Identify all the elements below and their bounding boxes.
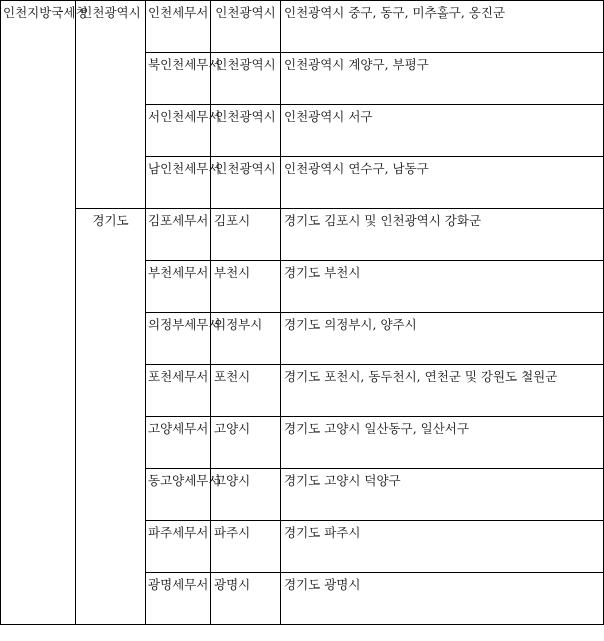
table-row — [1, 209, 604, 261]
tax-office-cell: 고양세무서 — [146, 417, 211, 469]
tax-office-cell: 동고양세무서 — [146, 469, 211, 521]
city-cell: 광명시 — [211, 573, 281, 625]
region-cell: 인천광역시 — [76, 1, 146, 209]
city-cell: 의정부시 — [211, 313, 281, 365]
city-cell: 인천광역시 — [211, 105, 281, 157]
city-cell: 인천광역시 — [211, 53, 281, 105]
jurisdiction-cell: 경기도 포천시, 동두천시, 연천군 및 강원도 철원군 — [281, 365, 604, 417]
tax-office-cell: 파주세무서 — [146, 521, 211, 573]
city-cell: 포천시 — [211, 365, 281, 417]
jurisdiction-cell: 경기도 광명시 — [281, 573, 604, 625]
city-cell: 김포시 — [211, 209, 281, 261]
tax-office-cell: 의정부세무서 — [146, 313, 211, 365]
jurisdiction-cell: 인천광역시 중구, 동구, 미추홀구, 옹진군 — [281, 1, 604, 53]
tax-office-cell: 광명세무서 — [146, 573, 211, 625]
jurisdiction-cell: 경기도 파주시 — [281, 521, 604, 573]
tax-office-cell: 남인천세무서 — [146, 157, 211, 209]
jurisdiction-cell: 경기도 고양시 일산동구, 일산서구 — [281, 417, 604, 469]
tax-office-cell: 포천세무서 — [146, 365, 211, 417]
jurisdiction-cell: 인천광역시 연수구, 남동구 — [281, 157, 604, 209]
city-cell: 인천광역시 — [211, 157, 281, 209]
table-row — [1, 1, 604, 53]
city-cell: 부천시 — [211, 261, 281, 313]
tax-office-cell: 북인천세무서 — [146, 53, 211, 105]
tax-office-cell: 부천세무서 — [146, 261, 211, 313]
tax-office-cell: 서인천세무서 — [146, 105, 211, 157]
jurisdiction-cell: 인천광역시 서구 — [281, 105, 604, 157]
city-cell: 파주시 — [211, 521, 281, 573]
city-cell: 인천광역시 — [211, 1, 281, 53]
city-cell: 고양시 — [211, 469, 281, 521]
city-cell: 고양시 — [211, 417, 281, 469]
jurisdiction-cell: 인천광역시 계양구, 부평구 — [281, 53, 604, 105]
regional-office-cell: 인천지방국세청 — [1, 1, 76, 625]
tax-office-cell: 인천세무서 — [146, 1, 211, 53]
jurisdiction-cell: 경기도 부천시 — [281, 261, 604, 313]
tax-office-cell: 김포세무서 — [146, 209, 211, 261]
jurisdiction-cell: 경기도 의정부시, 양주시 — [281, 313, 604, 365]
jurisdiction-cell: 경기도 김포시 및 인천광역시 강화군 — [281, 209, 604, 261]
jurisdiction-cell: 경기도 고양시 덕양구 — [281, 469, 604, 521]
region-cell: 경기도 — [76, 209, 146, 625]
